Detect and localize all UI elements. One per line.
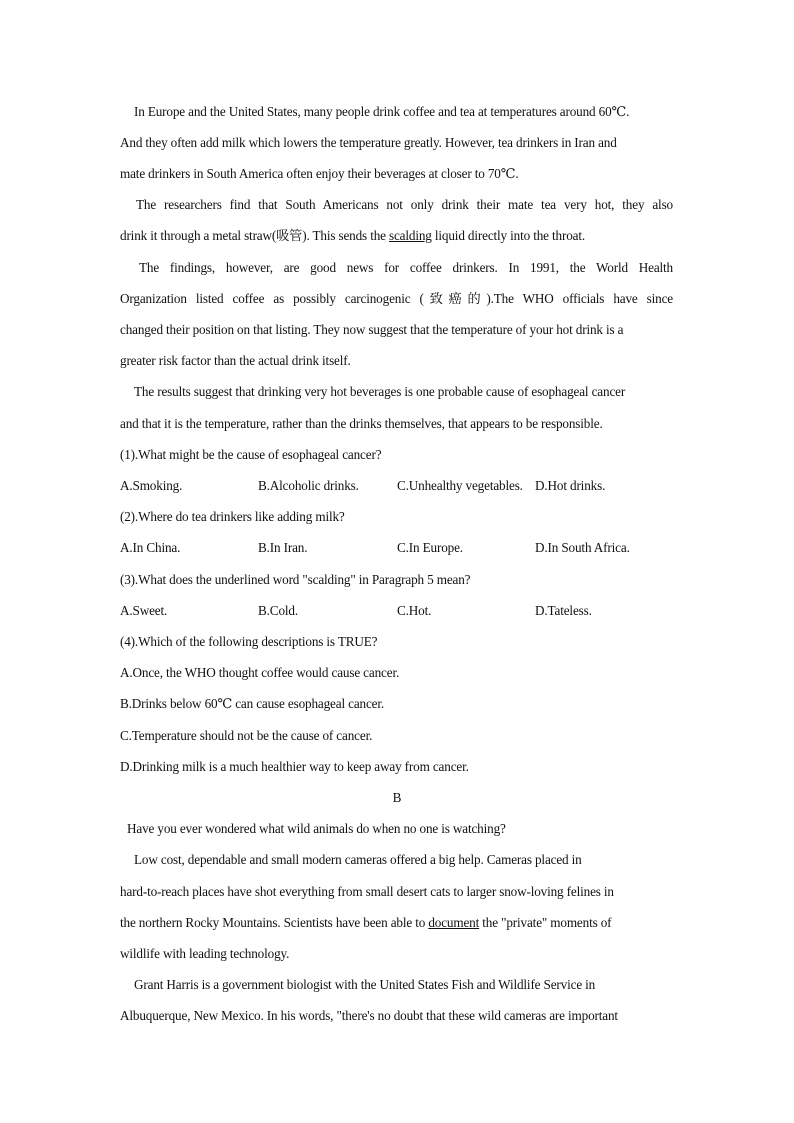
passage-a-p3-line3: changed their position on that listing. They now suggest that the temperature of your hot drink is a <box>120 322 624 337</box>
passage-b-p1-text-after: the "private" moments of <box>479 915 612 930</box>
underlined-word-document: document <box>428 915 480 930</box>
question-2-stem: (2).Where do tea drinkers like adding milk? <box>120 509 345 524</box>
section-b-heading: B <box>392 790 402 805</box>
passage-b-p1-line4: wildlife with leading technology. <box>120 946 290 961</box>
passage-b-p2-line2: Albuquerque, New Mexico. In his words, "there's no doubt that these wild cameras are important <box>120 1008 618 1023</box>
question-2-option-a: A.In China. <box>120 540 181 555</box>
question-3-stem: (3).What does the underlined word "scalding" in Paragraph 5 mean? <box>120 572 471 587</box>
passage-b-p1-line2: hard-to-reach places have shot everything from small desert cats to larger snow-loving felines in <box>120 884 614 899</box>
question-3-option-b: B.Cold. <box>258 603 298 618</box>
passage-b-intro: Have you ever wondered what wild animals do when no one is watching? <box>127 821 506 836</box>
passage-a-p1-line3: mate drinkers in South America often enjoy their beverages at closer to 70℃. <box>120 166 519 181</box>
passage-a-p1-line1: In Europe and the United States, many people drink coffee and tea at temperatures around 60℃. <box>134 104 630 119</box>
passage-a-p2-text-before: drink it through a metal straw(吸管). This sends the <box>120 228 389 243</box>
question-2-option-d: D.In South Africa. <box>535 540 630 555</box>
question-3-option-c: C.Hot. <box>397 603 432 618</box>
question-4-option-b: B.Drinks below 60℃ can cause esophageal cancer. <box>120 696 385 711</box>
passage-b-p1-line1: Low cost, dependable and small modern cameras offered a big help. Cameras placed in <box>134 852 582 867</box>
question-1-stem: (1).What might be the cause of esophageal cancer? <box>120 447 382 462</box>
passage-a-p3-line4: greater risk factor than the actual drink itself. <box>120 353 351 368</box>
question-1-option-c: C.Unhealthy vegetables. <box>397 478 523 493</box>
passage-a-p2-line2 <box>120 228 675 244</box>
passage-b-p1-text-before: the northern Rocky Mountains. Scientists have been able to <box>120 915 429 930</box>
passage-a-p4-line2: and that it is the temperature, rather than the drinks themselves, that appears to be responsible. <box>120 416 603 431</box>
passage-b-p2-line1: Grant Harris is a government biologist with the United States Fish and Wildlife Service in <box>134 977 596 992</box>
question-1-option-a: A.Smoking. <box>120 478 183 493</box>
question-1-option-d: D.Hot drinks. <box>535 478 606 493</box>
question-4-option-d: D.Drinking milk is a much healthier way to keep away from cancer. <box>120 759 469 774</box>
question-3-option-a: A.Sweet. <box>120 603 168 618</box>
passage-a-p3-line1: The findings, however, are good news for coffee drinkers. In 1991, the World Health <box>139 260 673 275</box>
passage-a-p1-line2: And they often add milk which lowers the temperature greatly. However, tea drinkers in Iran and <box>120 135 617 150</box>
passage-a-p2-text-after: liquid directly into the throat. <box>431 228 586 243</box>
question-3-option-d: D.Tateless. <box>535 603 592 618</box>
question-4-option-a: A.Once, the WHO thought coffee would cause cancer. <box>120 665 400 680</box>
passage-b-p1-line3 <box>120 915 675 931</box>
passage-a-p4-line1: The results suggest that drinking very hot beverages is one probable cause of esophageal cancer <box>134 384 626 399</box>
question-1-option-b: B.Alcoholic drinks. <box>258 478 359 493</box>
question-2-option-c: C.In Europe. <box>397 540 463 555</box>
passage-a-p3-line2: Organization listed coffee as possibly carcinogenic (致癌的).The WHO officials have since <box>120 291 673 306</box>
passage-a-p2-line1: The researchers find that South Americans not only drink their mate tea very hot, they also <box>136 197 673 212</box>
underlined-word-scalding: scalding <box>389 228 432 243</box>
question-4-option-c: C.Temperature should not be the cause of cancer. <box>120 728 373 743</box>
question-4-stem: (4).Which of the following descriptions is TRUE? <box>120 634 378 649</box>
question-2-option-b: B.In Iran. <box>258 540 308 555</box>
